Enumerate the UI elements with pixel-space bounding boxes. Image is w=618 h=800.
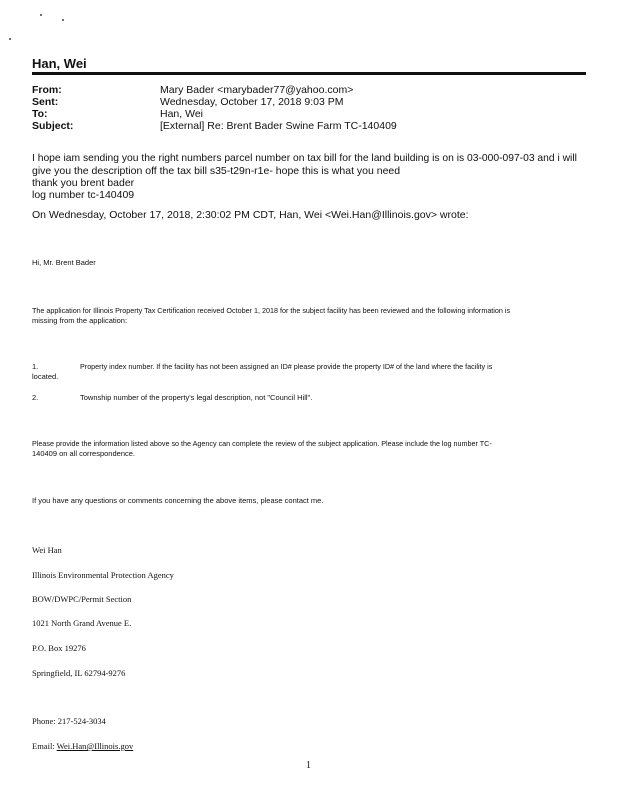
item-2-number: 2. <box>32 393 39 402</box>
signature-city: Springfield, IL 62794-9276 <box>32 668 126 678</box>
intro-paragraph <box>32 306 592 326</box>
sent-value: Wednesday, October 17, 2018 9:03 PM <box>160 96 344 108</box>
quote-header: On Wednesday, October 17, 2018, 2:30:02 PM CDT, Han, Wei <Wei.Han@Illinois.gov> wrote: <box>32 209 469 221</box>
intro-line: missing from the application: <box>32 316 128 325</box>
item-1-text: Property index number. If the facility has not been assigned an ID# please provide the property ID# of the land where the facility is <box>80 362 493 371</box>
to-label: To: <box>32 108 48 120</box>
subject-value: [External] Re: Brent Bader Swine Farm TC-140409 <box>160 120 397 132</box>
greeting: Hi, Mr. Brent Bader <box>32 258 96 267</box>
signature-email-link[interactable]: Wei.Han@Illinois.gov <box>56 741 134 751</box>
signature-name: Wei Han <box>32 545 62 555</box>
reply-line: thank you brent bader <box>32 177 135 189</box>
scan-speck <box>40 14 42 16</box>
signature-email-row <box>32 741 133 751</box>
intro-line: The application for Illinois Property Tax Certification received October 1, 2018 for the subject facility has been reviewed and the following information is <box>32 306 511 315</box>
subject-label: Subject: <box>32 120 74 132</box>
sender-name: Han, Wei <box>32 56 87 71</box>
signature-agency: Illinois Environmental Protection Agency <box>32 570 174 580</box>
signature-section: BOW/DWPC/Permit Section <box>32 594 132 604</box>
scan-speck <box>62 19 64 21</box>
signature-address: 1021 North Grand Avenue E. <box>32 618 132 628</box>
item-2-text: Township number of the property's legal description, not "Council Hill". <box>80 393 313 402</box>
reply-line: give you the description off the tax bill s35-t29n-r1e- hope this is what you need <box>32 165 401 177</box>
reply-body <box>32 153 592 201</box>
from-label: From: <box>32 84 62 96</box>
request-paragraph <box>32 439 592 459</box>
item-1-continuation: located. <box>32 372 59 381</box>
reply-line: I hope iam sending you the right numbers parcel number on tax bill for the land building is on is 03-000-097-03 and i will <box>32 153 577 164</box>
to-value: Han, Wei <box>160 108 203 120</box>
signature-email-label: Email: <box>32 741 55 751</box>
page-number: 1 <box>306 760 311 771</box>
scan-speck <box>9 38 11 40</box>
request-line: Please provide the information listed above so the Agency can complete the review of the subject application. Please include the log number TC- <box>32 439 492 448</box>
sent-label: Sent: <box>32 96 59 108</box>
header-rule <box>32 72 586 75</box>
reply-line: log number tc-140409 <box>32 189 135 201</box>
signature-po-box: P.O. Box 19276 <box>32 643 86 653</box>
signature-phone: Phone: 217-524-3034 <box>32 716 106 726</box>
closing-line: If you have any questions or comments concerning the above items, please contact me. <box>32 496 324 505</box>
request-line: 140409 on all correspondence. <box>32 449 135 458</box>
from-value: Mary Bader <marybader77@yahoo.com> <box>160 84 354 96</box>
item-1-number: 1. <box>32 362 39 371</box>
